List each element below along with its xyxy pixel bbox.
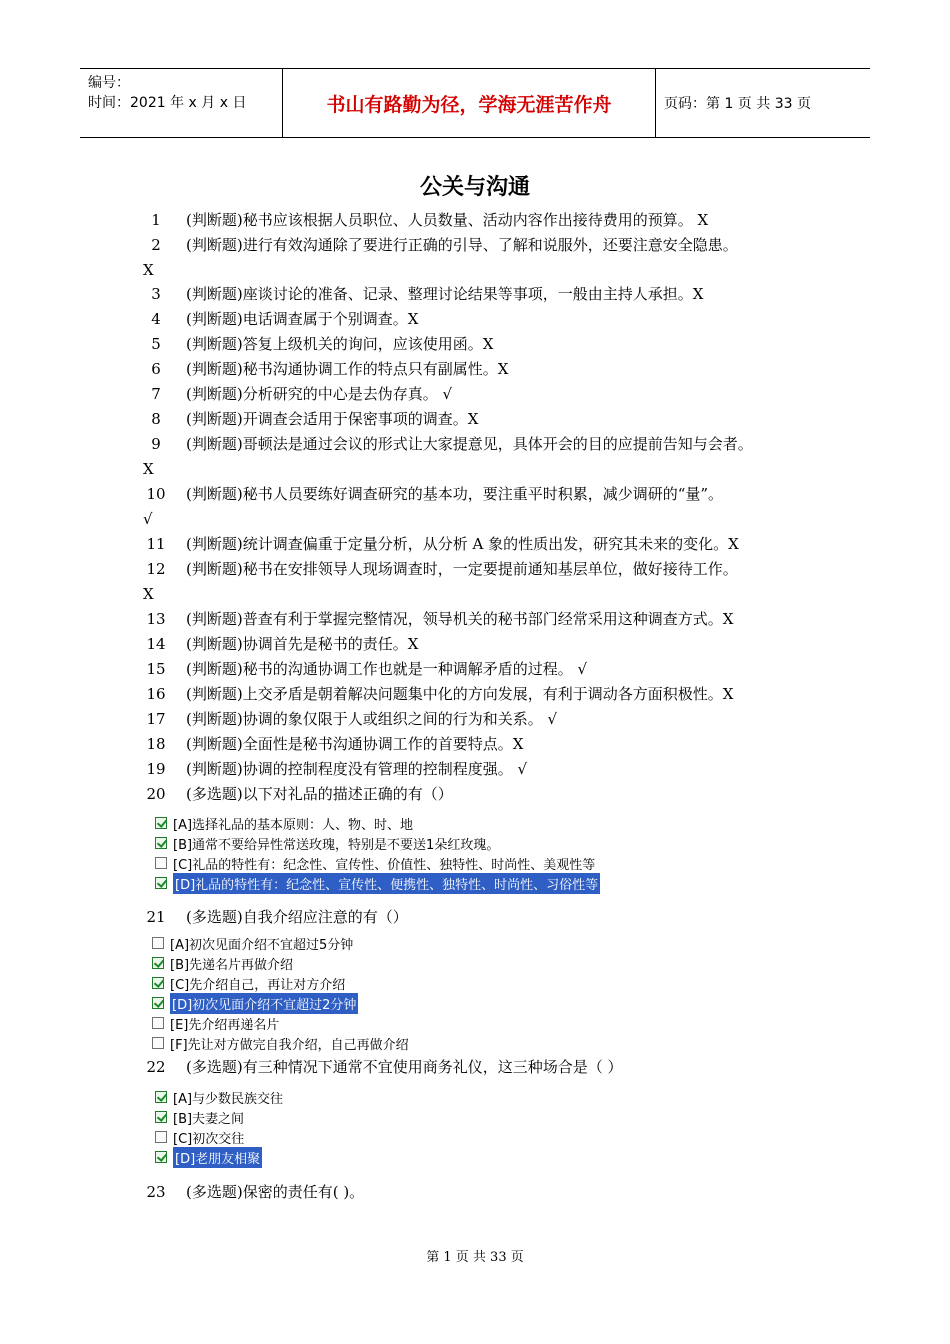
option-row[interactable] [152,993,480,1013]
options-q22-screenshot [155,1087,375,1167]
question-text: (判断题)电话调查属于个别调查。X [186,310,419,328]
option-row[interactable] [152,1033,480,1053]
question-text: (判断题)进行有效沟通除了要进行正确的引导、了解和说服外，还要注意安全隐患。 [186,236,738,254]
question-text: (判断题)普查有利于掌握完整情况，领导机关的秘书部门经常采用这种调查方式。X [186,610,734,628]
question-text: (判断题)秘书在安排领导人现场调查时，一定要提前通知基层单位，做好接待工作。 [186,560,738,578]
question-number: 14 [146,635,166,653]
unchecked-checkbox[interactable] [152,1017,164,1029]
question-text: (判断题)开调查会适用于保密事项的调查。X [186,410,479,428]
question-number: 11 [146,535,166,553]
option-row[interactable] [155,833,665,853]
option-label: [C]礼品的特性有：纪念性、宣传性、价值性、独特性、时尚性、美观性等 [173,857,596,873]
options-q20-screenshot [155,813,665,893]
option-label: [D]礼品的特性有：纪念性、宣传性、便携性、独特性、时尚性、习俗性等 [173,873,600,894]
option-label: [D]老朋友相聚 [173,1147,262,1168]
option-row[interactable] [155,1127,375,1147]
option-row[interactable] [155,1147,375,1167]
question-number: 22 [146,1058,166,1076]
checked-checkbox[interactable] [152,957,164,969]
checked-checkbox[interactable] [155,817,167,829]
question-number: 13 [146,610,166,628]
option-label: [C]初次交往 [173,1131,245,1147]
unchecked-checkbox[interactable] [155,1131,167,1143]
question-number: 12 [146,560,166,578]
option-row[interactable] [152,933,480,953]
checked-checkbox[interactable] [152,997,164,1009]
page-footer: 第 1 页 共 33 页 [426,1250,524,1265]
question-number: 20 [146,785,166,803]
question-text: (判断题)秘书应该根据人员职位、人员数量、活动内容作出接待费用的预算。 X [186,211,709,229]
header-meta [80,69,280,137]
checked-checkbox[interactable] [155,1151,167,1163]
question-text: (判断题)协调首先是秘书的责任。X [186,635,419,653]
question-answer-wrap: √ [143,510,153,528]
option-row[interactable] [152,1013,480,1033]
question-text: (多选题)自我介绍应注意的有（） [186,908,408,926]
question-number: 19 [146,760,166,778]
page-header [80,68,870,138]
question-number: 1 [151,211,161,229]
question-number: 18 [146,735,166,753]
question-text: (判断题)协调的象仅限于人或组织之间的行为和关系。 √ [186,710,558,728]
question-text: (判断题)秘书的沟通协调工作也就是一种调解矛盾的过程。 √ [186,660,588,678]
header-motto: 书山有路勤为径，学海无涯苦作舟 [282,69,656,137]
question-number: 10 [146,485,166,503]
option-label: [C]先介绍自己，再让对方介绍 [170,977,346,993]
option-row[interactable] [152,953,480,973]
question-text: (判断题)分析研究的中心是去伪存真。 √ [186,385,453,403]
question-number: 2 [151,236,161,254]
question-text: (判断题)答复上级机关的询问，应该使用函。X [186,335,494,353]
option-row[interactable] [155,873,665,893]
question-text: (判断题)秘书人员要练好调查研究的基本功，要注重平时积累，减少调研的“量”。 [186,485,724,503]
header-page-info: 页码：第 1 页 共 33 页 [664,96,811,112]
checked-checkbox[interactable] [155,837,167,849]
question-text: (判断题)哥顿法是通过会议的形式让大家提意见，具体开会的目的应提前告知与会者。 [186,435,753,453]
question-number: 5 [151,335,161,353]
option-row[interactable] [155,813,665,833]
option-row[interactable] [155,1107,375,1127]
question-text: (判断题)全面性是秘书沟通协调工作的首要特点。X [186,735,524,753]
options-q21-screenshot [152,933,480,1053]
checked-checkbox[interactable] [155,1091,167,1103]
question-text: (多选题)以下对礼品的描述正确的有（） [186,785,453,803]
option-label: [D]初次见面介绍不宜超过2分钟 [170,993,358,1014]
question-text: (多选题)有三种情况下通常不宜使用商务礼仪，这三种场合是（ ） [186,1058,623,1076]
question-number: 17 [146,710,166,728]
question-text: (判断题)座谈讨论的准备、记录、整理讨论结果等事项，一般由主持人承担。X [186,285,704,303]
question-number: 4 [151,310,161,328]
unchecked-checkbox[interactable] [155,857,167,869]
question-number: 7 [151,385,161,403]
question-number: 23 [146,1183,166,1201]
option-label: [A]选择礼品的基本原则：人、物、时、地 [173,817,414,833]
document-title: 公关与沟通 [419,175,530,200]
time-label: 时间：2021 年 x 月 x 日 [88,95,247,111]
question-number: 8 [151,410,161,428]
option-label: [E]先介绍再递名片 [170,1017,280,1033]
question-number: 21 [146,908,166,926]
unchecked-checkbox[interactable] [152,1037,164,1049]
question-text: (判断题)秘书沟通协调工作的特点只有副属性。X [186,360,509,378]
question-number: 15 [146,660,166,678]
question-number: 6 [151,360,161,378]
question-answer-wrap: X [143,460,154,478]
option-label: [B]夫妻之间 [173,1111,245,1127]
question-number: 3 [151,285,161,303]
question-text: (判断题)协调的控制程度没有管理的控制程度强。 √ [186,760,528,778]
option-label: [B]先递名片再做介绍 [170,957,294,973]
question-text: (多选题)保密的责任有( )。 [186,1183,365,1201]
question-answer-wrap: X [143,261,154,279]
question-number: 9 [151,435,161,453]
question-number: 16 [146,685,166,703]
option-label: [A]与少数民族交往 [173,1091,284,1107]
option-row[interactable] [155,853,665,873]
checked-checkbox[interactable] [155,877,167,889]
unchecked-checkbox[interactable] [152,937,164,949]
number-label: 编号： [88,75,130,91]
question-text: (判断题)统计调查偏重于定量分析，从分析 A 象的性质出发，研究其未来的变化。X [186,535,739,553]
checked-checkbox[interactable] [155,1111,167,1123]
option-row[interactable] [152,973,480,993]
question-text: (判断题)上交矛盾是朝着解决问题集中化的方向发展，有利于调动各方面积极性。X [186,685,734,703]
question-answer-wrap: X [143,585,154,603]
option-label: [A]初次见面介绍不宜超过5分钟 [170,937,354,953]
option-row[interactable] [155,1087,375,1107]
option-label: [F]先让对方做完自我介绍，自己再做介绍 [170,1037,409,1053]
checked-checkbox[interactable] [152,977,164,989]
option-label: [B]通常不要给异性常送玫瑰，特别是不要送1朵红玫瑰。 [173,837,500,853]
